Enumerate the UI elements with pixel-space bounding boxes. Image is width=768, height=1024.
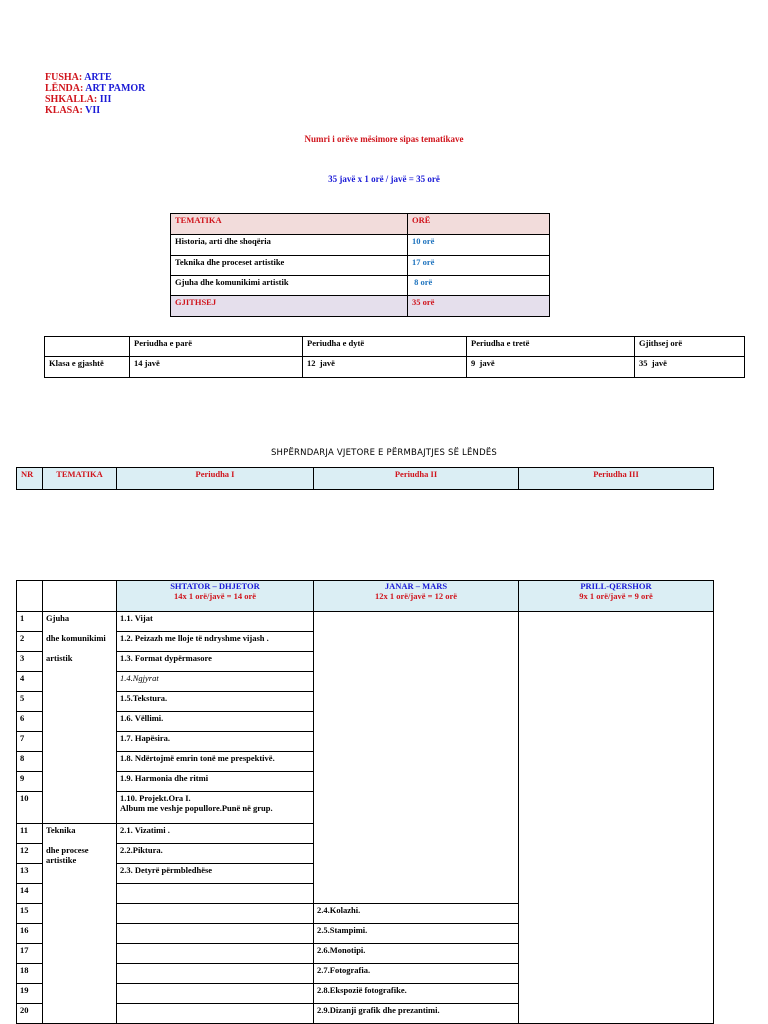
- lesson-cell-empty: [117, 984, 314, 1004]
- row-number: 3: [17, 652, 43, 672]
- plan-head-period3: [519, 581, 714, 612]
- lesson-cell: 2.2.Piktura.: [117, 844, 314, 864]
- lesson-cell: 2.9.Dizanji grafik dhe prezantimi.: [314, 1004, 519, 1024]
- period3-empty-block: [519, 612, 714, 1024]
- plan-head-blank: [43, 581, 117, 612]
- lesson-cell: 2.4.Kolazhi.: [314, 904, 519, 924]
- lesson-cell: 1.3. Format dypërmasore: [117, 652, 314, 672]
- dist-col-nr: NR: [17, 468, 43, 490]
- theme-teknika: [43, 824, 117, 1024]
- periods-cell: 14 javë: [130, 357, 303, 378]
- header-fusha: FUSHA: ARTE: [45, 72, 112, 83]
- periods-cell: 35 javë: [635, 357, 745, 378]
- dist-col-period2: Periudha II: [314, 468, 519, 490]
- lesson-cell-empty: [117, 964, 314, 984]
- lesson-cell-empty: [117, 924, 314, 944]
- hours-total-label: GJITHSEJ: [171, 296, 408, 317]
- row-number: 18: [17, 964, 43, 984]
- row-number: 20: [17, 1004, 43, 1024]
- period2-empty-block: [314, 612, 519, 904]
- theme-line: dhe komunikimi: [46, 633, 106, 643]
- row-number: 7: [17, 732, 43, 752]
- header-klasa: KLASA: VII: [45, 105, 101, 116]
- periods-table: [44, 336, 745, 378]
- plan-head-blank: [17, 581, 43, 612]
- hours-theme: Gjuha dhe komunikimi artistik: [171, 276, 408, 296]
- header-shkalla: SHKALLA: III: [45, 94, 112, 105]
- lesson-line: 1.10. Projekt.Ora I.: [120, 793, 191, 803]
- row-number: 12: [17, 844, 43, 864]
- period1-hours: 14x 1 orë/javë = 14 orë: [173, 591, 257, 601]
- lesson-cell: 2.8.Ekspozië fotografike.: [314, 984, 519, 1004]
- lesson-cell-empty: [117, 944, 314, 964]
- lesson-cell: 1.6. Vëllimi.: [117, 712, 314, 732]
- lesson-cell: 1.4.Ngjyrat: [117, 672, 314, 692]
- plan-head-period1: [117, 581, 314, 612]
- row-number: 9: [17, 772, 43, 792]
- lesson-cell-empty: [117, 904, 314, 924]
- lesson-cell: 2.5.Stampimi.: [314, 924, 519, 944]
- periods-row-label: Klasa e gjashtë: [45, 357, 130, 378]
- periods-header-cell: Periudha e parë: [130, 337, 303, 357]
- lesson-cell: 2.3. Detyrë përmbledhëse: [117, 864, 314, 884]
- periods-header-cell: Periudha e dytë: [303, 337, 467, 357]
- theme-line: Teknika: [46, 825, 76, 835]
- row-number: 8: [17, 752, 43, 772]
- periods-header-cell: Periudha e tretë: [467, 337, 635, 357]
- theme-gjuha: [43, 612, 117, 824]
- lesson-cell: 1.1. Vijat: [117, 612, 314, 632]
- row-number: 16: [17, 924, 43, 944]
- distribution-header-table: [16, 467, 714, 490]
- lesson-cell: 1.7. Hapësira.: [117, 732, 314, 752]
- hours-value: 17 orë: [408, 256, 550, 276]
- hours-col-theme: TEMATIKA: [171, 214, 408, 235]
- lesson-cell: 2.7.Fotografia.: [314, 964, 519, 984]
- row-number: 15: [17, 904, 43, 924]
- period3-months: PRILL-QERSHOR: [580, 581, 652, 591]
- hours-theme: Historia, arti dhe shoqëria: [171, 235, 408, 256]
- dist-col-period1: Periudha I: [117, 468, 314, 490]
- row-number: 5: [17, 692, 43, 712]
- lesson-cell-empty: [117, 1004, 314, 1024]
- lesson-cell: 1.2. Peizazh me lloje të ndryshme vijash .: [117, 632, 314, 652]
- periods-cell: 9 javë: [467, 357, 635, 378]
- lesson-cell: 1.8. Ndërtojmë emrin tonë me prespektivë.: [117, 752, 314, 772]
- lesson-cell: 1.5.Tekstura.: [117, 692, 314, 712]
- period3-hours: 9x 1 orë/javë = 9 orë: [579, 591, 653, 601]
- hours-title: Numri i orëve mësimore sipas tematikave: [304, 134, 464, 144]
- distribution-title: SHPËRNDARJA VJETORE E PËRMBAJTJES SË LËNDËS: [270, 448, 498, 458]
- periods-header-blank: [45, 337, 130, 357]
- document-header: [45, 72, 145, 116]
- hours-theme: Teknika dhe proceset artistike: [171, 256, 408, 276]
- row-number: 10: [17, 792, 43, 824]
- theme-line: dhe procese artistike: [46, 845, 89, 865]
- row-number: 4: [17, 672, 43, 692]
- hours-total-value: 35 orë: [408, 296, 550, 317]
- row-number: 13: [17, 864, 43, 884]
- periods-header-cell: Gjithsej orë: [635, 337, 745, 357]
- period2-hours: 12x 1 orë/javë = 12 orë: [374, 591, 458, 601]
- hours-value: 10 orë: [408, 235, 550, 256]
- row-number: 17: [17, 944, 43, 964]
- lesson-line: Album me veshje popullore.Punë në grup.: [120, 803, 273, 813]
- theme-line: Gjuha: [46, 613, 70, 623]
- row-number: 1: [17, 612, 43, 632]
- hours-value: 8 orë: [408, 276, 550, 296]
- lesson-cell: [117, 792, 314, 824]
- theme-line: artistik: [46, 653, 73, 663]
- annual-plan-table: [16, 580, 714, 1024]
- period1-months: SHTATOR – DHJETOR: [170, 581, 260, 591]
- lesson-cell: [117, 884, 314, 904]
- row-number: 19: [17, 984, 43, 1004]
- row-number: 14: [17, 884, 43, 904]
- lesson-cell: 2.6.Monotipi.: [314, 944, 519, 964]
- dist-col-period3: Periudha III: [519, 468, 714, 490]
- row-number: 11: [17, 824, 43, 844]
- lesson-cell: 2.1. Vizatimi .: [117, 824, 314, 844]
- lesson-cell: 1.9. Harmonia dhe ritmi: [117, 772, 314, 792]
- dist-col-theme: TEMATIKA: [43, 468, 117, 490]
- hours-table: [170, 213, 550, 317]
- row-number: 6: [17, 712, 43, 732]
- period2-months: JANAR – MARS: [384, 581, 448, 591]
- header-lenda: LËNDA: ART PAMOR: [45, 83, 146, 94]
- hours-col-hours: ORË: [408, 214, 550, 235]
- periods-cell: 12 javë: [303, 357, 467, 378]
- plan-head-period2: [314, 581, 519, 612]
- hours-formula: 35 javë x 1 orë / javë = 35 orë: [328, 174, 440, 184]
- row-number: 2: [17, 632, 43, 652]
